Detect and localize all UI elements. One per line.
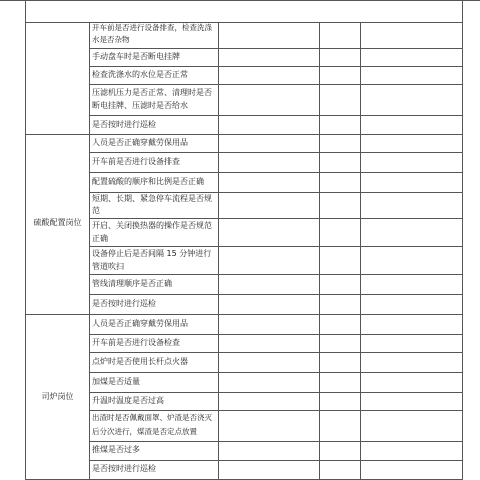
row-line [89,352,463,353]
section-line [25,314,463,315]
check-item: 管线清理顺序是否正确 [92,279,172,288]
check-item: 设备停止后是否间隔 15 分钟进行管道吹扫 [92,249,212,271]
section-line [25,134,463,135]
column-divider-1 [89,22,90,480]
row-line [89,66,463,67]
column-divider-3 [319,22,320,480]
row-line [89,48,463,49]
check-item: 开车前是否进行设备检查 [92,338,180,347]
row-line [89,84,463,85]
table-left-border [25,0,26,480]
row-line [89,274,463,275]
header-bottom-line [25,22,463,23]
check-item: 是否按时进行巡检 [92,120,156,129]
row-line [89,441,463,442]
row-line [89,334,463,335]
check-item: 推煤是否过多 [92,445,140,454]
check-item: 检查洗涤水的水位是否正常 [92,70,188,79]
check-item: 升温时温度是否过高 [92,396,164,405]
check-item: 人员是否正确穿戴劳保用品 [92,138,188,147]
row-line [89,372,463,373]
check-item: 点炉时是否使用长杆点火器 [92,357,188,366]
row-line [89,172,463,173]
check-item: 压滤机压力是否正常、清理时是否断电挂牌、压滤时是否给水 [92,88,212,110]
row-line [89,460,463,461]
row-line [89,115,463,116]
check-item: 开启、关闭换热器的操作是否规范正确 [92,221,212,243]
table-top-line [0,0,480,1]
row-line [89,392,463,393]
row-line [89,152,463,153]
column-divider-2 [218,22,219,480]
check-item: 短期、长期、紧急停车流程是否规范 [92,194,212,215]
role-label-boiler: 司炉岗位 [41,392,74,401]
column-divider-4 [360,22,361,480]
check-item: 开车前是否进行设备排查 [92,157,180,166]
check-item: 开车前是否进行设备排查，检查洗涤水是否杂物 [92,23,212,44]
check-item: 加煤是否适量 [92,377,140,386]
row-line [89,294,463,295]
check-item: 手动盘车时是否断电挂牌 [92,52,180,61]
check-item: 是否按时进行巡检 [92,464,156,473]
check-item: 出渣时是否佩戴面罩、炉渣是否浇灭后分次进行，煤渣是否定点放置 [92,413,212,436]
check-item: 人员是否正确穿戴劳保用品 [92,319,188,328]
table-right-border [462,0,463,480]
check-item: 配置硫酸的顺序和比例是否正确 [92,177,204,186]
role-label-sulfuric-acid: 硫酸配置岗位 [33,218,82,227]
check-item: 是否按时进行巡检 [92,299,156,308]
